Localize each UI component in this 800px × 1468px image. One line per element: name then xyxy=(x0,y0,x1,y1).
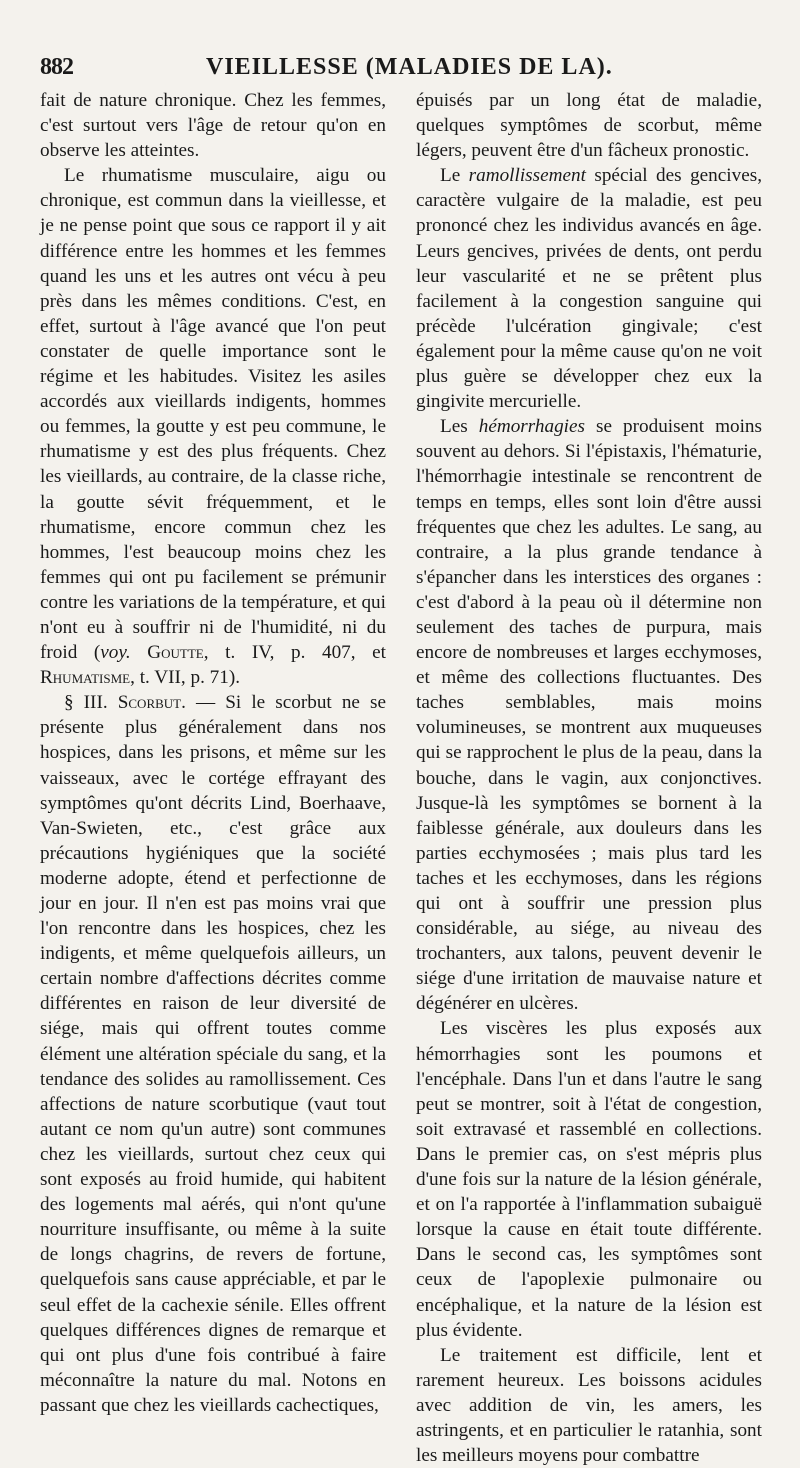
paragraph-continuation-right: épuisés par un long état de maladie, quelques symptômes de scorbut, même légers, peuvent être d'un fâcheux pronostic. xyxy=(416,90,762,162)
ref-rhumatisme: Rhumatisme xyxy=(40,667,131,689)
text-pre: Les xyxy=(440,416,479,438)
term-hemorrhagies: hémorrhagies xyxy=(478,416,585,438)
rhumatisme-text: Le rhumatisme musculaire, aigu ou chronique, est commun dans la vieillesse, et je ne pense point que sous ce rapport il y ait différence entre les hommes et les femmes quand les uns et les autres ont vécu à peu près dans les mêmes conditions. C'est, en effet, surtout à l'âge avancé que l'on peut constater de quelle importance sont le régime et les habitudes. Visitez les asiles accordés aux vieillards indigents, hommes ou femmes, la goutte y est peu commune, le rhumatisme y est des plus fréquents. Chez les vieillards, au contraire, de la classe riche, la goutte sévit fréquemment, et le rhumatisme, encore commun chez les hommes, l'est beaucoup moins chez les femmes qui ont pu facilement se prémunir contre les variations de la température, et qui n'ont eu à souffrir ni de l'humidité, ni du froid ( xyxy=(40,165,386,664)
left-column xyxy=(40,88,386,1418)
section-title: Scorbut. xyxy=(117,692,186,714)
paragraph-traitement: Le traitement est difficile, lent et rarement heureux. Les boissons acidules avec addition de vin, les amers, les astringents, et en particulier le ratanhia, sont les meilleurs moyens pour combattre xyxy=(416,1344,762,1467)
right-column xyxy=(416,88,762,1468)
ramollissement-text: spécial des gencives, caractère vulgaire de la maladie, est peu prononcé chez les individus avancés en âge. Leurs gencives, privées de dents, ont perdu leur vascularité et ne se prêtent plus facilement à la congestion sanguine qui précède l'ulcération gingivale; c'est également pour la même cause qu'on ne voit plus guère se développer chez eux la gingivite mercurielle. xyxy=(416,165,762,413)
hemorrhagies-text: se produisent moins souvent au dehors. Si l'épistaxis, l'hématurie, l'hémorrhagie intestinale se rencontrent de temps en temps, elles sont loin d'être aussi fréquentes que chez les adultes. Le sang, au contraire, a la plus grande tendance à s'épancher dans les interstices des organes : c'est d'abord à la peau où il détermine non seulement des taches de purpura, mais encore de nombreuses et larges ecchymoses, et même des collections fluctuantes. Des taches semblables, mais moins volumineuses, se montrent aux muqueuses qui se rapprochent le plus de la peau, dans la bouche, dans le vagin, aux conjonctives. Jusque-là les symptômes se bornent à la faiblesse générale, aux douleurs dans les parties ecchymosées ; mais plus tard les taches et les ecchymoses, dans les régions qui ont à souffrir une pression plus considérable, au siége, au niveau des trochanters, aux talons, peuvent devenir le siége d'une irritation de mauvaise nature et dégénérer en ulcères. xyxy=(416,416,762,1015)
scorbut-text: — Si le scorbut ne se présente plus généralement dans nos hospices, dans les prisons, et même sur les vaisseaux, avec le cortége effrayant des symptômes qu'ont décrits Lind, Boerhaave, Van-Swieten, etc., c'est grâce aux précautions hygiéniques que la société moderne adopte, étend et perfectionne de jour en jour. Il n'en est pas moins vrai que l'on rencontre dans les hospices, chez les indigents, et même quelquefois ailleurs, un certain nombre d'affections décrites comme différentes en raison de leur diversité de siége, mais qui offrent toutes comme élément une altération spéciale du sang, et la tendance des solides au ramollissement. Ces affections de nature scorbutique (vaut tout autant ce nom qu'un autre) sont communes chez les vieillards, surtout chez ceux qui sont exposés au froid humide, qui habitent des logements mal aérés, qui n'ont qu'une nourriture insuffisante, ou même à la suite de longs chagrins, de revers de fortune, quelquefois sans cause appréciable, et par le seul effet de la cachexie sénile. Elles offrent quelques différences dignes de remarque et qui ont plus d'une fois contribué à faire méconnaître la nature du mal. Notons en passant que chez les vieillards cachectiques, xyxy=(40,692,386,1416)
paragraph-continuation: fait de nature chronique. Chez les femmes, c'est surtout vers l'âge de retour qu'on en observe les atteintes. xyxy=(40,90,386,162)
paragraph-hemorrhagies xyxy=(416,414,762,1016)
page-number: 882 xyxy=(40,54,73,80)
paragraph-visceres: Les viscères les plus exposés aux hémorrhagies sont les poumons et l'encéphale. Dans l'un et dans l'autre le sang peut se montrer, soit à l'état de congestion, soit extravasé et rassemblé en collections. Dans le premier cas, on s'est mépris plus d'une fois sur la nature de la lésion générale, et on l'a rapportée à l'inflammation subaiguë lorsque la cause en était toute différente. Dans le second cas, les symptômes sont ceux de l'apoplexie pulmonaire ou encéphalique, et la nature de la lésion est plus évidente. xyxy=(416,1018,762,1341)
paragraph-rhumatisme xyxy=(40,163,386,690)
text-pre: Le xyxy=(440,165,469,187)
section-number: § III. xyxy=(64,692,108,714)
paragraph-scorbut xyxy=(40,690,386,1418)
paragraph-ramollissement xyxy=(416,163,762,414)
running-title: VIEILLESSE (MALADIES DE LA). xyxy=(206,54,613,80)
voy-abbrev: voy. xyxy=(100,642,131,664)
ref-mid: , t. IV, p. 407, et xyxy=(203,642,386,664)
page-header xyxy=(36,50,766,86)
ref-goutte: Goutte xyxy=(147,642,204,664)
term-ramollissement: ramollissement xyxy=(468,165,586,187)
ref-end: , t. VII, p. 71). xyxy=(130,667,241,689)
